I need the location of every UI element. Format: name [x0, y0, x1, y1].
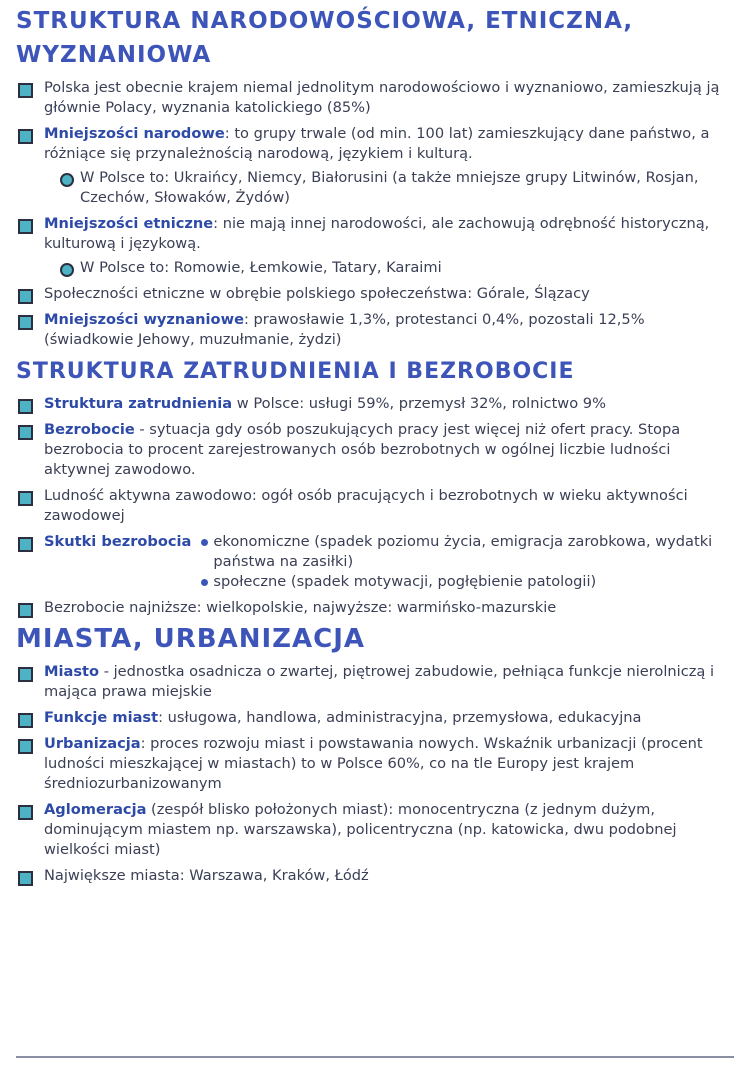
list-item	[16, 284, 734, 304]
list-item	[16, 662, 734, 702]
bullet-list	[199, 532, 734, 592]
sub-item-text: W Polsce to: Ukraińcy, Niemcy, Białorusini (a także mniejsze grupy Litwinów, Rosjan, Czechów, Słowaków, Żydów)	[80, 169, 699, 206]
item-text: Społeczności etniczne w obrębie polskiego społeczeństwa: Górale, Ślązacy	[44, 285, 590, 302]
item-text: w Polsce: usługi 59%, przemysł 32%, rolnictwo 9%	[232, 395, 606, 412]
item-text: : usługowa, handlowa, administracyjna, przemysłowa, edukacyjna	[158, 709, 642, 726]
bullet-item: społeczne (spadek motywacji, pogłębienie patologii)	[199, 572, 734, 592]
sub-item	[16, 258, 734, 278]
item-term: Skutki bezrobocia	[44, 533, 192, 550]
item-term: Mniejszości narodowe	[44, 125, 225, 142]
item-text: Największe miasta: Warszawa, Kraków, Łódź	[44, 867, 369, 884]
section-heading-structure: STRUKTURA NARODOWOŚCIOWA, ETNICZNA, WYZNANIOWA	[16, 8, 634, 68]
item-text: : prawosławie 1,3%, protestanci 0,4%, pozostali 12,5% (świadkowie Jehowy, muzułmanie, żydzi)	[44, 311, 645, 348]
item-text: (zespół blisko położonych miast): monocentryczna (z jednym dużym, dominującym miastem np. warszawska), policentryczna (np. katowicka, dwu podobnej wielkości miast)	[44, 801, 677, 858]
checkbox-icon	[18, 315, 33, 330]
item-term: Aglomeracja	[44, 801, 147, 818]
list-item	[16, 598, 734, 618]
item-term: Urbanizacja	[44, 735, 141, 752]
bottom-divider	[16, 1056, 734, 1058]
item-term: Funkcje miast	[44, 709, 159, 726]
item-term: Miasto	[44, 663, 100, 680]
item-term: Struktura zatrudnienia	[44, 395, 233, 412]
checkbox-icon	[18, 713, 33, 728]
list-item	[16, 734, 734, 794]
checkbox-icon	[18, 667, 33, 682]
checkbox-icon	[18, 805, 33, 820]
list-item	[16, 124, 734, 164]
checkbox-icon	[18, 399, 33, 414]
list-item	[16, 78, 734, 118]
list-item	[16, 486, 734, 526]
bullet-icon	[60, 263, 74, 277]
list-item	[16, 800, 734, 860]
item-text: Ludność aktywna zawodowo: ogół osób pracujących i bezrobotnych w wieku aktywności zawodowej	[44, 487, 688, 524]
section-heading-cities: MIASTA, URBANIZACJA	[16, 624, 366, 654]
checkbox-icon	[18, 83, 33, 98]
checkbox-icon	[18, 871, 33, 886]
list-item	[16, 310, 734, 350]
checkbox-icon	[18, 739, 33, 754]
item-text: - jednostka osadnicza o zwartej, piętrowej zabudowie, pełniąca funkcje nierolniczą i mająca prawa miejskie	[44, 663, 715, 700]
list-item	[16, 394, 734, 414]
section-heading-employment: STRUKTURA ZATRUDNIENIA I BEZROBOCIE	[16, 359, 575, 384]
item-text: Bezrobocie najniższe: wielkopolskie, najwyższe: warmińsko-mazurskie	[44, 599, 557, 616]
item-text: Polska jest obecnie krajem niemal jednolitym narodowościowo i wyznaniowo, zamieszkują ją głównie Polacy, wyznania katolickiego (85%)	[44, 79, 720, 116]
checkbox-icon	[18, 129, 33, 144]
list-item	[16, 214, 734, 254]
checkbox-icon	[18, 603, 33, 618]
bullet-icon	[60, 173, 74, 187]
item-text: : to grupy trwale (od min. 100 lat) zamieszkujący dane państwo, a różniące się przynależnością narodową, językiem i kulturą.	[44, 125, 710, 162]
sub-item	[16, 168, 734, 208]
checkbox-icon	[18, 537, 33, 552]
item-text: : proces rozwoju miast i powstawania nowych. Wskaźnik urbanizacji (procent ludności mieszkającej w miastach) to w Polsce 60%, co na tle Europy jest krajem średniozurbanizowanym	[44, 735, 703, 792]
checkbox-icon	[18, 491, 33, 506]
list-item	[16, 866, 734, 886]
sub-item-text: W Polsce to: Romowie, Łemkowie, Tatary, Karaimi	[80, 259, 442, 276]
checkbox-icon	[18, 425, 33, 440]
item-text: - sytuacja gdy osób poszukujących pracy jest więcej niż ofert pracy. Stopa bezrobocia to procent zarejestrowanych osób bezrobotnych w ogólnej liczbie ludności aktywnej zawodowo.	[44, 421, 681, 478]
item-term: Mniejszości wyznaniowe	[44, 311, 244, 328]
checkbox-icon	[18, 289, 33, 304]
list-item	[16, 532, 734, 592]
item-term: Bezrobocie	[44, 421, 135, 438]
item-term: Mniejszości etniczne	[44, 215, 214, 232]
checkbox-icon	[18, 219, 33, 234]
item-text: : nie mają innej narodowości, ale zachowują odrębność historyczną, kulturową i językową.	[44, 215, 710, 252]
bullet-item: ekonomiczne (spadek poziomu życia, emigracja zarobkowa, wydatki państwa na zasiłki)	[199, 532, 734, 572]
list-item	[16, 420, 734, 480]
list-item	[16, 708, 734, 728]
